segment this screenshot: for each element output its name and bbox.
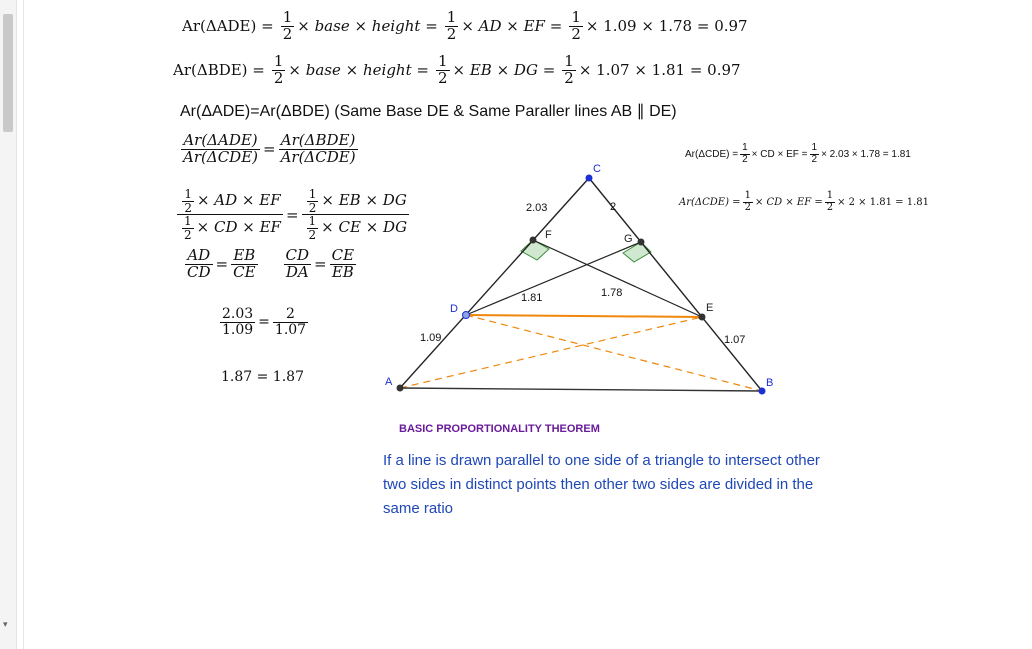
half-fraction: $\frac{1}{2}$ xyxy=(446,8,457,43)
point-e[interactable] xyxy=(699,314,706,321)
eq1-lhs: Ar(ΔADE) = xyxy=(182,17,274,36)
height-dg xyxy=(466,242,641,315)
expanded-ratio-right: $\frac{1}{2}$ × EB × DG $\frac{1}{2}$ × CE × DG xyxy=(302,188,410,241)
theorem-title: BASIC PROPORTIONALITY THEOREM xyxy=(399,423,600,435)
length-cd: 2.03 xyxy=(526,202,548,214)
right-angle-f-marker xyxy=(521,240,549,260)
label-g: G xyxy=(624,233,633,245)
point-b[interactable] xyxy=(759,388,766,395)
length-dg: 1.81 xyxy=(521,292,543,304)
side-ac xyxy=(400,178,589,388)
equals-sign: = xyxy=(263,140,276,159)
segment-ae-dashed xyxy=(400,317,702,388)
expanded-ratio-left: $\frac{1}{2}$ × AD × EF $\frac{1}{2}$ × CD × EF xyxy=(177,188,283,241)
half-fraction: $\frac{1}{2}$ xyxy=(273,52,284,87)
eq2-term3: × 1.07 × 1.81 = 0.97 xyxy=(578,61,741,80)
equals-sign: = xyxy=(285,205,299,224)
ratio-ade-cde: $\frac{\text{Ar(ΔADE)}}{\text{Ar(ΔCDE)}}$ xyxy=(183,131,258,166)
result-equation: 1.87 = 1.87 xyxy=(221,369,304,385)
scroll-down-arrow-icon[interactable]: ▾ xyxy=(3,619,8,629)
label-f: F xyxy=(545,229,552,241)
half-fraction: $\frac{1}{2}$ xyxy=(564,52,574,87)
half-fraction: $\frac{1}{2}$ xyxy=(282,8,293,43)
length-eb: 1.07 xyxy=(724,334,746,346)
half-fraction: $\frac{1}{2}$ xyxy=(571,8,581,43)
label-b: B xyxy=(766,377,774,389)
eq1-term3: × 1.09 × 1.78 = 0.97 xyxy=(585,17,748,36)
point-g[interactable] xyxy=(638,239,645,246)
eq2-term1: × base × height = xyxy=(288,61,429,80)
numeric-ratio-equation: $\frac{2.03}{1.09}$ = $\frac{2}{1.07}$ xyxy=(222,306,307,338)
segment-ratio-equations: $\frac{AD}{CD}$ = $\frac{EB}{CE}$ $\frac{CD}{DA}$ = $\frac{CE}{EB}$ xyxy=(187,246,355,281)
right-angle-g-marker xyxy=(623,242,651,262)
eq2-lhs: Ar(ΔBDE) = xyxy=(173,61,265,80)
parallel-line-de xyxy=(466,315,702,317)
eq1-term1: × base × height = xyxy=(297,17,438,36)
label-d: D xyxy=(450,303,458,315)
segment-db-dashed xyxy=(466,315,762,391)
length-ad: 1.09 xyxy=(420,332,442,344)
eq2-term2: × EB × DG = xyxy=(452,61,556,80)
point-c[interactable] xyxy=(586,175,593,182)
area-cde-equation-2: Ar(ΔCDE) = $\frac{1}{2}$ × CD × EF = $\frac{1}{2}$ × 2 × 1.81 = 1.81 xyxy=(679,190,930,213)
equal-area-statement: Ar(ΔADE)=Ar(ΔBDE) (Same Base DE & Same Paraller lines AB ∥ DE) xyxy=(180,103,677,120)
theorem-text: If a line is drawn parallel to one side of a triangle to intersect other two sides in distinct points then other two sides are divided in the same ratio xyxy=(383,452,820,517)
point-a[interactable] xyxy=(397,385,404,392)
eq1-term2: × AD × EF = xyxy=(461,17,563,36)
length-ef: 1.78 xyxy=(601,287,623,299)
area-cde-equation-1: Ar(ΔCDE) = $\frac{1}{2}$ × CD × EF = $\frac{1}{2}$ × 2.03 × 1.78 = 1.81 xyxy=(685,142,911,165)
side-ab xyxy=(400,388,762,391)
point-d[interactable] xyxy=(463,312,470,319)
ratio-bde-cde: $\frac{\text{Ar(ΔBDE)}}{\text{Ar(ΔCDE)}}$ xyxy=(280,131,356,166)
label-c: C xyxy=(593,163,601,175)
length-ce: 2 xyxy=(610,201,617,213)
half-fraction: $\frac{1}{2}$ xyxy=(437,52,448,87)
point-f[interactable] xyxy=(530,237,537,244)
label-a: A xyxy=(385,376,393,388)
label-e: E xyxy=(706,302,714,314)
